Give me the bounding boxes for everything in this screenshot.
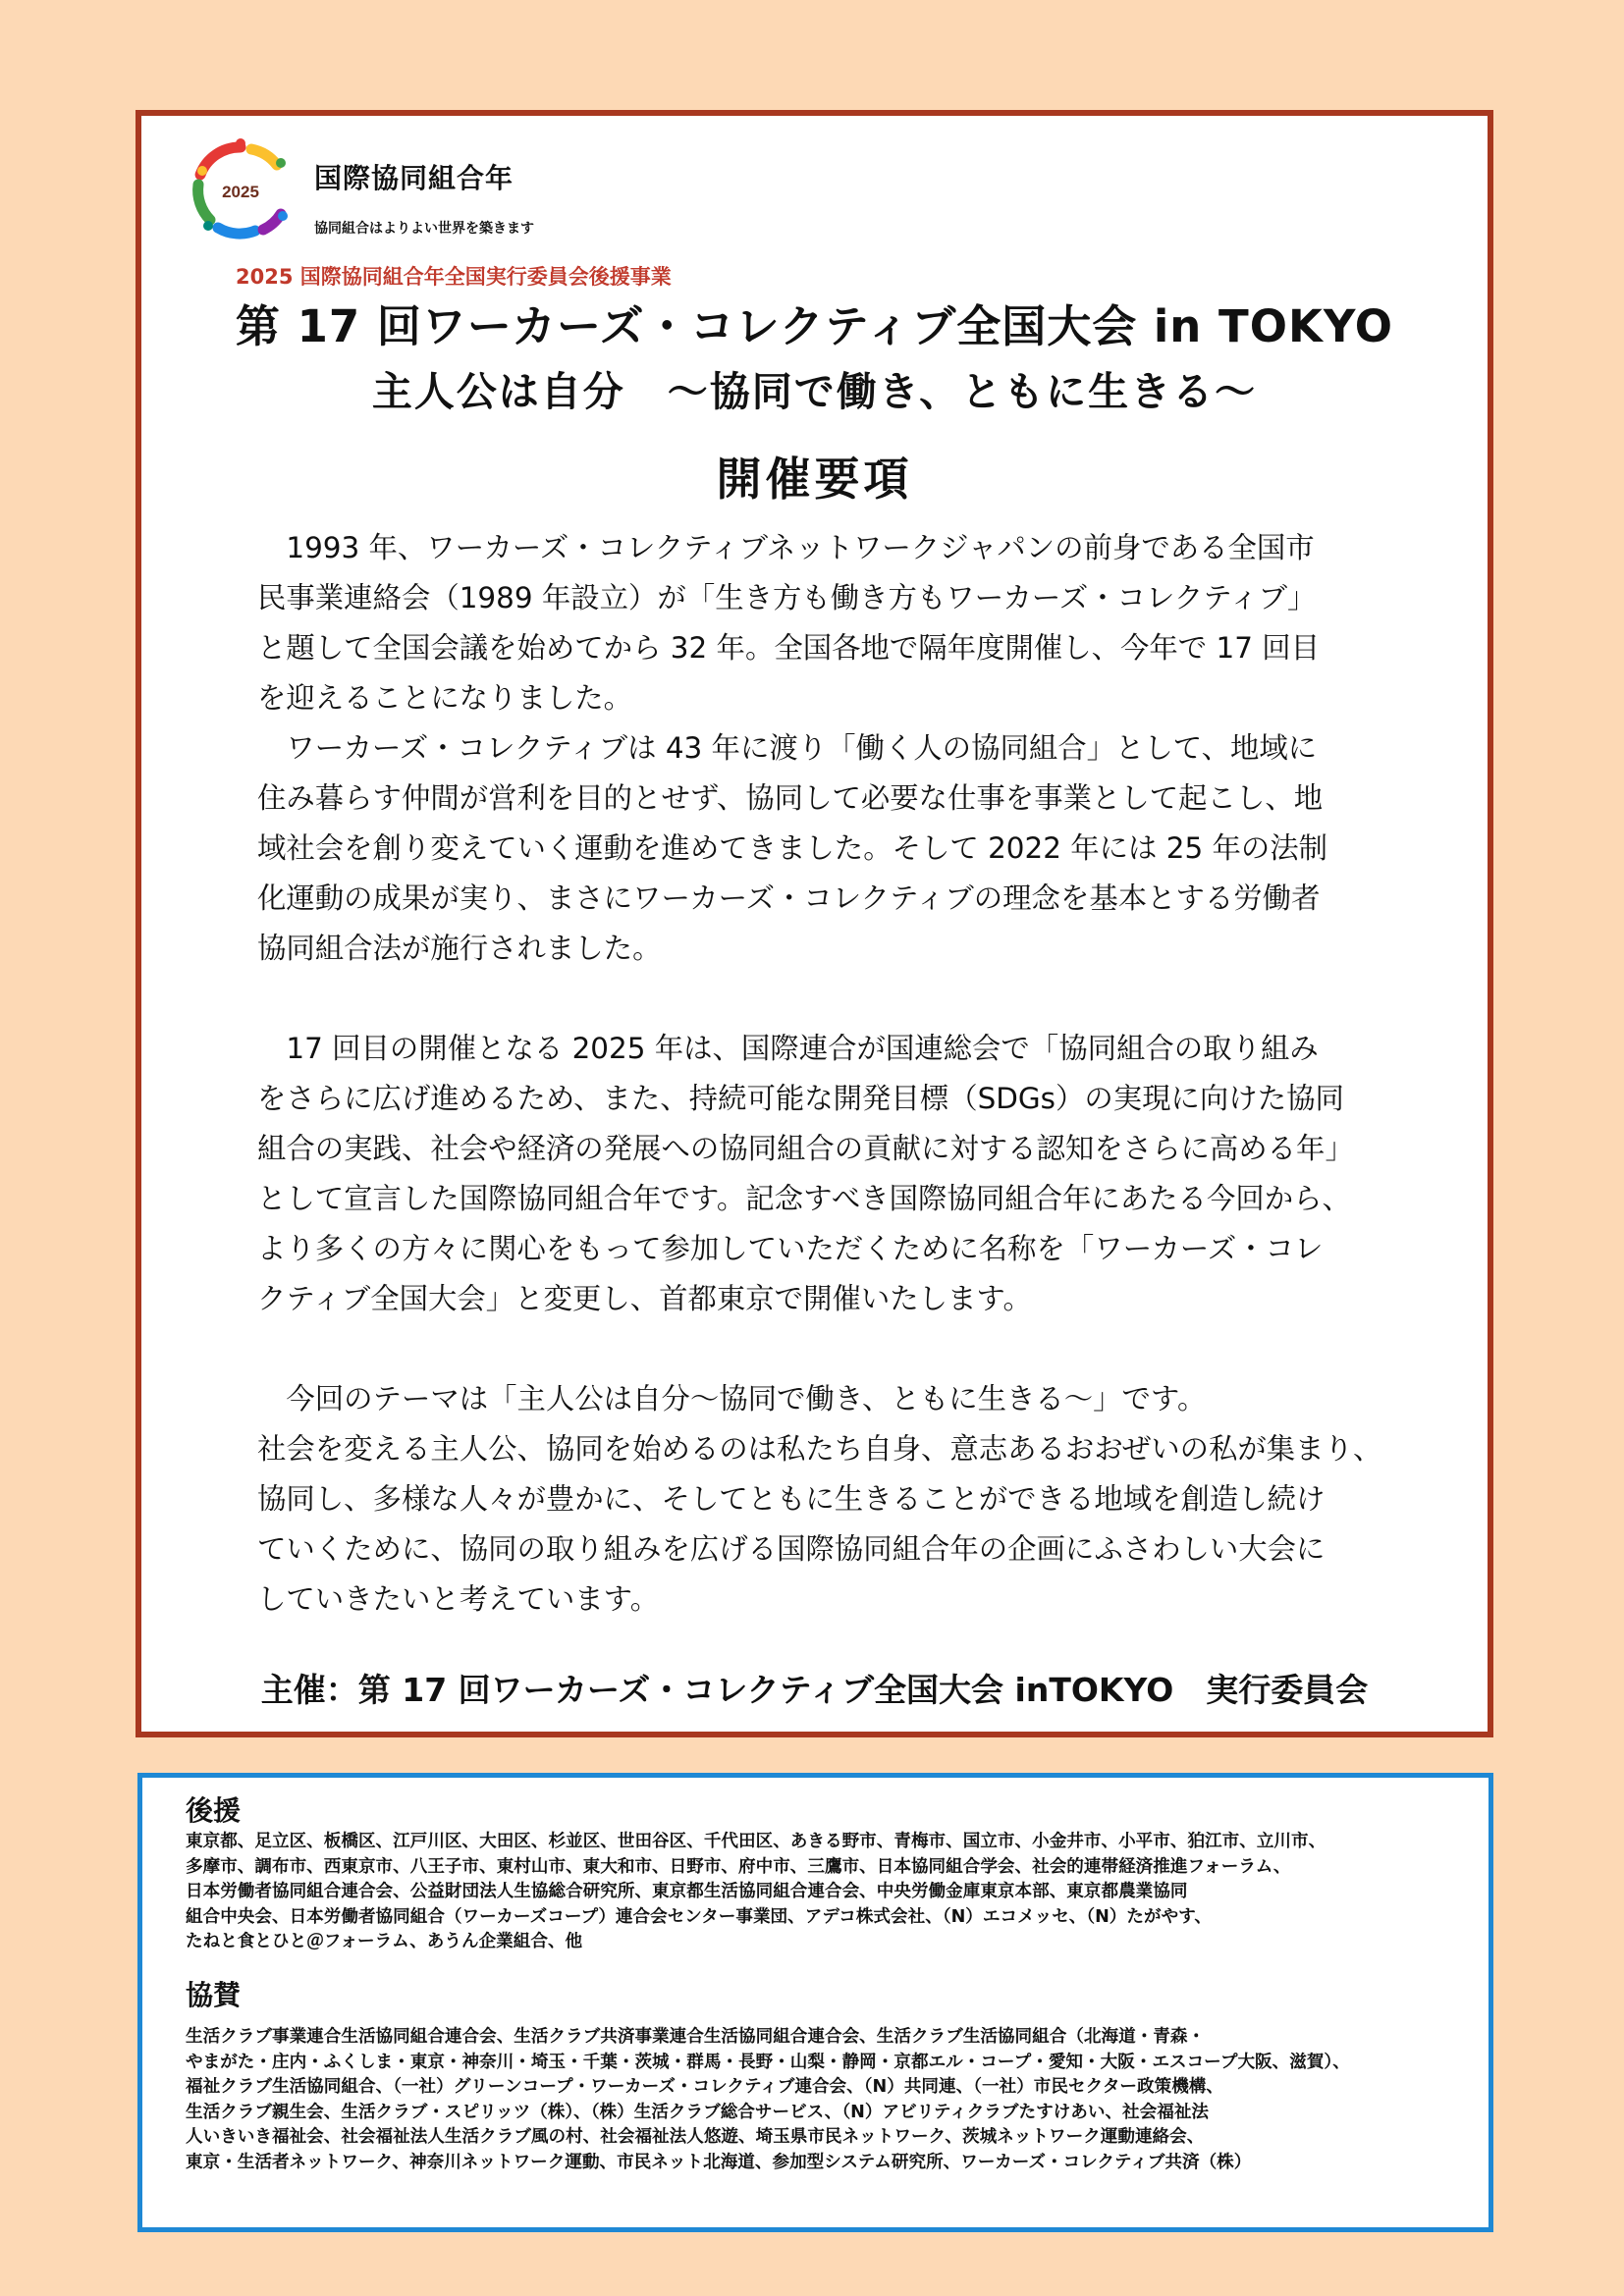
section-heading: 開催要項	[716, 453, 913, 506]
iyc-logo	[187, 135, 697, 253]
backing-line: 多摩市、調布市、西東京市、八王子市、東村山市、東大和市、日野市、府中市、三鷹市、日本協同組合学会、社会的連帯経済推進フォーラム、	[186, 1856, 1291, 1877]
organizer-line: 主催：第 17 回ワーカーズ・コレクティブ全国大会 inTOKYO 実行委員会	[260, 1671, 1369, 1709]
body-line: していきたいと考えています。	[257, 1582, 660, 1616]
body-line: 社会を変える主人公、協同を始めるのは私たち自身、意志あるおおぜいの私が集まり、	[257, 1432, 1382, 1466]
backing-line: たねと食とひと＠フォーラム、あうん企業組合、他	[186, 1932, 583, 1952]
cosponsor-line: 生活クラブ親生会、生活クラブ・スピリッツ（株）、（株）生活クラブ総合サービス、（N）アビリティクラブたすけあい、社会福祉法	[186, 2102, 1210, 2122]
body-line: 化運動の成果が実り、まさにワーカーズ・コレクティブの理念を基本とする労働者	[257, 881, 1321, 915]
cosponsor-line: 人いきいき福祉会、社会福祉法人生活クラブ風の村、社会福祉法人悠遊、埼玉県市民ネットワーク、茨城ネットワーク運動連絡会、	[186, 2127, 1205, 2148]
body-line: を迎えることになりました。	[257, 681, 633, 715]
iyc-emblem-icon	[187, 135, 295, 243]
body-line: 民事業連絡会（1989 年設立）が「生き方も働き方もワーカーズ・コレクティブ」	[257, 581, 1317, 614]
body-line: 1993 年、ワーカーズ・コレクティブネットワークジャパンの前身である全国市	[257, 531, 1315, 564]
body-line: より多くの方々に関心をもって参加していただくために名称を「ワーカーズ・コレ	[257, 1232, 1324, 1265]
main-announcement-box	[135, 110, 1493, 1737]
cosponsor-line: やまがた・庄内・ふくしま・東京・神奈川・埼玉・千葉・茨城・群馬・長野・山梨・静岡・京都エル・コープ・愛知・大阪・エスコープ大阪、滋賀）、	[186, 2052, 1350, 2072]
cosponsor-line: 福祉クラブ生活協同組合、（一社）グリーンコープ・ワーカーズ・コレクティブ連合会、（N）共同連、（一社）市民セクター政策機構、	[186, 2077, 1223, 2098]
body-line: 今回のテーマは「主人公は自分～協同で働き、ともに生きる～」です。	[257, 1382, 1207, 1415]
backing-list	[186, 1830, 1462, 1955]
logo-subtitle: 協同組合はよりよい世界を築きます	[314, 221, 534, 237]
body-line: 住み暮らす仲間が営利を目的とせず、協同して必要な仕事を事業として起こし、地	[257, 781, 1324, 815]
event-title: 第 17 回ワーカーズ・コレクティブ全国大会 in TOKYO	[235, 300, 1394, 352]
logo-year: 2025	[222, 183, 259, 201]
backing-line: 組合中央会、日本労働者協同組合（ワーカーズコープ）連合会センター事業団、アデコ株式会社、（N）エコメッセ、（N）たがやす、	[186, 1906, 1212, 1927]
body-line: ていくために、協同の取り組みを広げる国際協同組合年の企画にふさわしい大会に	[257, 1532, 1326, 1566]
cosponsor-line: 生活クラブ事業連合生活協同組合連合会、生活クラブ共済事業連合生活協同組合連合会、生活クラブ生活協同組合（北海道・青森・	[186, 2027, 1206, 2047]
paragraph-gap	[257, 974, 1386, 1024]
backing-line: 東京都、足立区、板橋区、江戸川区、大田区、杉並区、世田谷区、千代田区、あきる野市、青梅市、国立市、小金井市、小平市、狛江市、立川市、	[186, 1832, 1326, 1851]
body-line: として宣言した国際協同組合年です。記念すべき国際協同組合年にあたる今回から、	[257, 1182, 1351, 1215]
paragraph-gap	[257, 1324, 1386, 1374]
cosponsor-list	[186, 2025, 1462, 2176]
body-line: ワーカーズ・コレクティブは 43 年に渡り「働く人の協同組合」として、地域に	[257, 731, 1318, 765]
logo-title: 国際協同組合年	[314, 162, 514, 194]
body-line: をさらに広げ進めるため、また、持続可能な開発目標（SDGs）の実現に向けた協同	[257, 1082, 1344, 1115]
body-line: 17 回目の開催となる 2025 年は、国際連合が国連総会で「協同組合の取り組み	[257, 1032, 1319, 1065]
body-line: 協同組合法が施行されました。	[257, 932, 662, 965]
sponsor-box	[137, 1773, 1493, 2232]
event-theme: 主人公は自分 ～協同で働き、ともに生きる～	[371, 368, 1258, 415]
backing-line: 日本労働者協同組合連合会、公益財団法人生協総合研究所、東京都生活協同組合連合会、中央労働金庫東京本部、東京都農業協同	[186, 1882, 1188, 1902]
backing-title: 後援	[186, 1794, 242, 1827]
body-line: 協同し、多様な人々が豊かに、そしてともに生きることができる地域を創造し続け	[257, 1482, 1326, 1516]
body-line: 組合の実践、社会や経済の発展への協同組合の貢献に対する認知をさらに高める年」	[257, 1132, 1354, 1165]
body-text	[257, 523, 1386, 1625]
support-line: 2025 国際協同組合年全国実行委員会後援事業	[236, 265, 672, 289]
cosponsor-line: 東京・生活者ネットワーク、神奈川ネットワーク運動、市民ネット北海道、参加型システム研究所、ワーカーズ・コレクティブ共済（株）	[186, 2152, 1252, 2172]
body-line: クティブ全国大会」と変更し、首都東京で開催いたします。	[257, 1282, 1032, 1315]
cosponsor-title: 協賛	[186, 1979, 242, 2011]
body-line: と題して全国会議を始めてから 32 年。全国各地で隔年度開催し、今年で 17 回目	[257, 631, 1321, 665]
body-line: 域社会を創り変えていく運動を進めてきました。そして 2022 年には 25 年の法制	[257, 831, 1328, 865]
